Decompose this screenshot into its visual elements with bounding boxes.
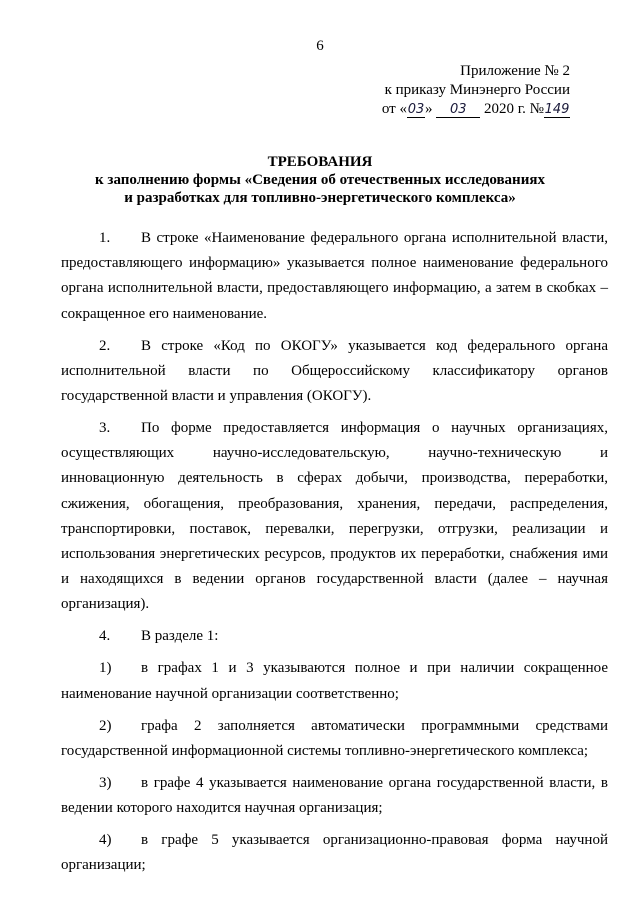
paragraph-3: [61, 416, 608, 618]
document-body: [61, 226, 608, 885]
appendix-block: [372, 62, 570, 119]
paragraph-text: В разделе 1:: [141, 628, 219, 645]
order-number-handwritten: 149: [544, 102, 570, 117]
subitem-text: в графах 1 и 3 указываются полное и при наличии сокращенное наименование научной организации соответственно;: [61, 660, 608, 702]
paragraph-number: 3.: [99, 420, 111, 437]
document-heading: [0, 153, 640, 207]
paragraph-text: По форме предоставляется информация о научных организациях, осуществляющих научно-исследовательскую, научно-техническую и инновационную деятельность в сферах добычи, производства, переработки, сжижения, обогащения, преобразования, хранения, передачи, распределения, транспортировки, поставок, перевалки, перегрузки, отгрузки, реализации и использования энергетических ресурсов, продуктов их переработки, снабжения ими и находящихся в ведении органов государственной власти (далее – научная организация).: [61, 420, 608, 613]
subitem-number: 1): [99, 660, 112, 677]
paragraph-number: 2.: [99, 337, 111, 354]
subitem-1: [61, 656, 608, 706]
paragraph-2: [61, 334, 608, 410]
date-prefix: от «: [381, 101, 407, 117]
subitem-text: в графе 5 указывается организационно-правовая форма научной организации;: [61, 832, 608, 874]
subitem-text: графа 2 заполняется автоматически программными средствами государственной информационной системы топливно-энергетического комплекса;: [61, 717, 608, 759]
date-month-handwritten: 03: [436, 102, 480, 118]
subitem-2: [61, 714, 608, 764]
paragraph-number: 4.: [99, 628, 111, 645]
heading-title: ТРЕБОВАНИЯ: [267, 154, 373, 170]
appendix-date-line: [372, 100, 570, 119]
paragraph-text: В строке «Наименование федерального органа исполнительной власти, предоставляющего информацию» указывается полное наименование федерального органа исполнительной власти, предоставляющего информацию, а затем в скобках – сокращенное его наименование.: [61, 230, 608, 322]
date-year: 2020 г. №: [483, 101, 544, 117]
subitem-number: 2): [99, 717, 112, 734]
subitem-4: [61, 828, 608, 878]
paragraph-text: В строке «Код по ОКОГУ» указывается код федерального органа исполнительной власти по Общероссийскому классификатору органов государственной власти и управления (ОКОГУ).: [61, 337, 608, 405]
paragraph-number: 1.: [99, 230, 111, 246]
heading-subtitle-line1: к заполнению формы «Сведения об отечественных исследованиях: [95, 172, 545, 188]
paragraph-1: [61, 226, 608, 327]
subitem-number: 4): [99, 832, 112, 849]
heading-subtitle-line2: и разработках для топливно-энергетического комплекса»: [124, 190, 516, 206]
paragraph-4: [61, 624, 608, 649]
appendix-title: Приложение № 2: [460, 63, 570, 79]
page-number: 6: [316, 38, 324, 54]
subitem-number: 3): [99, 774, 112, 791]
subitem-text: в графе 4 указывается наименование органа государственной власти, в ведении которого находится научная организация;: [61, 774, 608, 817]
date-mid: »: [424, 101, 433, 117]
subitem-3: [61, 771, 608, 821]
appendix-order-ref: к приказу Минэнерго России: [384, 82, 570, 98]
date-day-handwritten: 03: [407, 102, 425, 117]
